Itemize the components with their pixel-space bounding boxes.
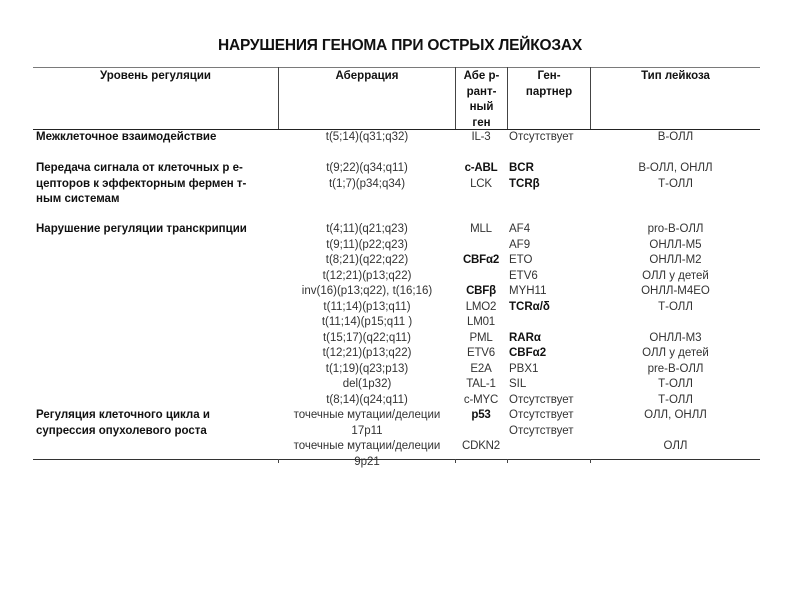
- partner-gene-line: CBFα2: [509, 347, 547, 359]
- partner-gene-line: AF4: [509, 223, 531, 235]
- aberration-line: t(8;14)(q24;q11): [326, 393, 408, 406]
- regulation-level: [36, 161, 274, 208]
- regulation-level: [36, 222, 274, 238]
- partner-gene: [509, 408, 589, 470]
- leukemia-type: [591, 130, 760, 146]
- regulation-level-line: ным системам: [36, 193, 120, 205]
- leukemia-type-line: ОЛЛ, ОНЛЛ: [644, 409, 707, 421]
- leukemia-type: [591, 222, 760, 408]
- leukemia-type-line: ОНЛЛ-М4ЕО: [641, 285, 710, 297]
- aberrant-gene-line: [456, 424, 506, 440]
- partner-gene-line: ETV6: [509, 269, 538, 282]
- header-aberration: Аберрация: [335, 70, 399, 82]
- table-top-rule: [33, 67, 760, 68]
- aberrant-gene-line: [456, 455, 506, 471]
- aberrant-gene-line: LM01: [467, 316, 495, 328]
- partner-gene-line: PBX1: [509, 362, 539, 375]
- aberration: [279, 408, 455, 470]
- partner-gene: [509, 130, 589, 146]
- aberration: [279, 130, 455, 146]
- regulation-level-line: Межклеточное взаимодействие: [36, 131, 217, 143]
- aberration-line: 9p21: [354, 455, 380, 468]
- regulation-level-line: Нарушение регуляции транскрипции: [36, 223, 247, 235]
- aberrant-gene-line: E2A: [470, 362, 492, 375]
- partner-gene-line: [509, 455, 589, 471]
- leukemia-type-line: В-ОЛЛ: [657, 131, 694, 143]
- aberration-line: t(5;14)(q31;q32): [325, 131, 409, 143]
- aberration-line: t(9;11)(p22;q23): [326, 238, 408, 251]
- partner-gene-line: Отсутствует: [509, 409, 574, 421]
- regulation-level: [36, 408, 274, 439]
- partner-gene-line: RARα: [509, 331, 541, 344]
- aberrant-gene: [456, 222, 506, 408]
- aberrant-gene-line: LMO2: [465, 300, 497, 313]
- aberrant-gene-line: [456, 238, 506, 254]
- aberration-line: t(9;22)(q34;q11): [326, 162, 408, 174]
- leukemia-type-line: Т-ОЛЛ: [658, 378, 693, 390]
- header-level: Уровень регуляции: [100, 70, 211, 82]
- aberrant-gene-line: IL-3: [471, 131, 491, 143]
- document-title: НАРУШЕНИЯ ГЕНОМА ПРИ ОСТРЫХ ЛЕЙКОЗАХ: [218, 37, 582, 54]
- column-tick: [507, 459, 508, 463]
- partner-gene-line: Отсутствует: [509, 393, 574, 406]
- regulation-level-line: Передача сигнала от клеточных р е-: [36, 162, 243, 174]
- aberration: [279, 222, 455, 408]
- aberrant-gene-line: MLL: [470, 223, 492, 235]
- leukemia-type: [591, 408, 760, 470]
- partner-gene-line: BCR: [509, 162, 534, 174]
- aberrant-gene-line: TAL-1: [466, 378, 496, 390]
- header-line: ген: [472, 116, 491, 129]
- partner-gene-line: SIL: [509, 378, 527, 390]
- aberrant-gene: [456, 408, 506, 470]
- regulation-level-line: супрессия опухолевого роста: [36, 424, 207, 437]
- aberrant-gene-line: ETV6: [467, 347, 495, 359]
- partner-gene-line: ETO: [509, 254, 533, 266]
- partner-gene-line: TCRβ: [509, 177, 540, 190]
- header-leukemia-type: Тип лейкоза: [641, 70, 710, 82]
- aberration-line: t(4;11)(q21;q23): [326, 223, 408, 235]
- leukemia-genome-table: [33, 67, 760, 468]
- aberrant-gene: [456, 130, 506, 146]
- aberrant-gene-line: c-MYC: [463, 393, 499, 406]
- aberration-line: t(12;21)(p13;q22): [322, 347, 412, 359]
- aberration-line: t(8;21)(q22;q22): [325, 254, 409, 266]
- partner-gene-line: Отсутствует: [509, 424, 574, 437]
- aberrant-gene: [456, 161, 506, 192]
- leukemia-type-line: ОЛЛ у детей: [642, 269, 709, 282]
- leukemia-type-line: pro-В-ОЛЛ: [647, 223, 704, 235]
- partner-gene-line: AF9: [509, 238, 531, 251]
- aberrant-gene-line: p53: [471, 409, 491, 421]
- aberrant-gene-line: c-ABL: [464, 162, 498, 174]
- header-line: партнер: [525, 85, 573, 98]
- leukemia-type-line: Т-ОЛЛ: [658, 393, 693, 406]
- aberration-line: точечные мутации/делеции: [293, 440, 441, 452]
- leukemia-type-line: pre-В-ОЛЛ: [647, 362, 704, 375]
- leukemia-type-line: [591, 455, 760, 471]
- partner-gene: [509, 161, 589, 192]
- partner-gene-line: MYH11: [509, 285, 547, 297]
- aberration-line: inv(16)(p13;q22), t(16;16): [301, 285, 433, 297]
- leukemia-type: [591, 161, 760, 192]
- aberration-line: del(1p32): [342, 378, 392, 390]
- leukemia-type-line: Т-ОЛЛ: [658, 177, 693, 190]
- leukemia-type-line: [591, 424, 760, 440]
- aberrant-gene-line: LCK: [470, 177, 492, 190]
- partner-gene-line: [509, 315, 589, 331]
- regulation-level: [36, 130, 274, 146]
- leukemia-type-line: В-ОЛЛ, ОНЛЛ: [638, 162, 713, 174]
- leukemia-type-line: ОНЛЛ-М2: [649, 254, 702, 266]
- partner-gene-line: Отсутствует: [509, 131, 574, 143]
- header-line: Ген-: [537, 70, 561, 82]
- aberration-line: 17p11: [351, 424, 383, 437]
- leukemia-type-line: [591, 315, 760, 331]
- aberration-line: t(1;19)(q23;p13): [325, 362, 409, 375]
- aberrant-gene-line: CDKN2: [462, 440, 500, 452]
- header-partner-gene: [508, 69, 590, 100]
- aberration-line: точечные мутации/делеции: [293, 409, 441, 421]
- aberrant-gene-line: [456, 269, 506, 285]
- partner-gene: [509, 222, 589, 408]
- aberration-line: t(11;14)(p15;q11 ): [321, 316, 413, 328]
- regulation-level-line: Регуляция клеточного цикла и: [36, 409, 210, 421]
- aberration: [279, 161, 455, 192]
- header-line: ный: [469, 101, 494, 113]
- aberrant-gene-line: CBFβ: [466, 285, 496, 297]
- aberration-line: t(11;14)(p13;q11): [323, 300, 411, 313]
- leukemia-type-line: ОЛЛ у детей: [642, 347, 709, 359]
- partner-gene-line: TCRα/δ: [509, 300, 550, 313]
- leukemia-type-line: Т-ОЛЛ: [658, 300, 693, 313]
- leukemia-type-line: ОНЛЛ-М5: [649, 238, 702, 251]
- leukemia-type-line: ОЛЛ: [663, 440, 688, 452]
- header-line: Абе р-: [463, 70, 500, 82]
- aberration-line: t(12;21)(p13;q22): [322, 269, 412, 282]
- aberration-line: t(1;7)(p34;q34): [328, 177, 406, 190]
- aberrant-gene-line: PML: [469, 331, 493, 344]
- partner-gene-line: [509, 439, 589, 455]
- regulation-level-line: цепторов к эффекторным фермен т-: [36, 177, 247, 190]
- header-line: рант-: [466, 85, 497, 98]
- header-aberrant-gene: [456, 69, 507, 131]
- aberrant-gene-line: CBFα2: [462, 254, 500, 266]
- leukemia-type-line: ОНЛЛ-М3: [649, 331, 702, 344]
- aberration-line: t(15;17)(q22;q11): [322, 331, 411, 344]
